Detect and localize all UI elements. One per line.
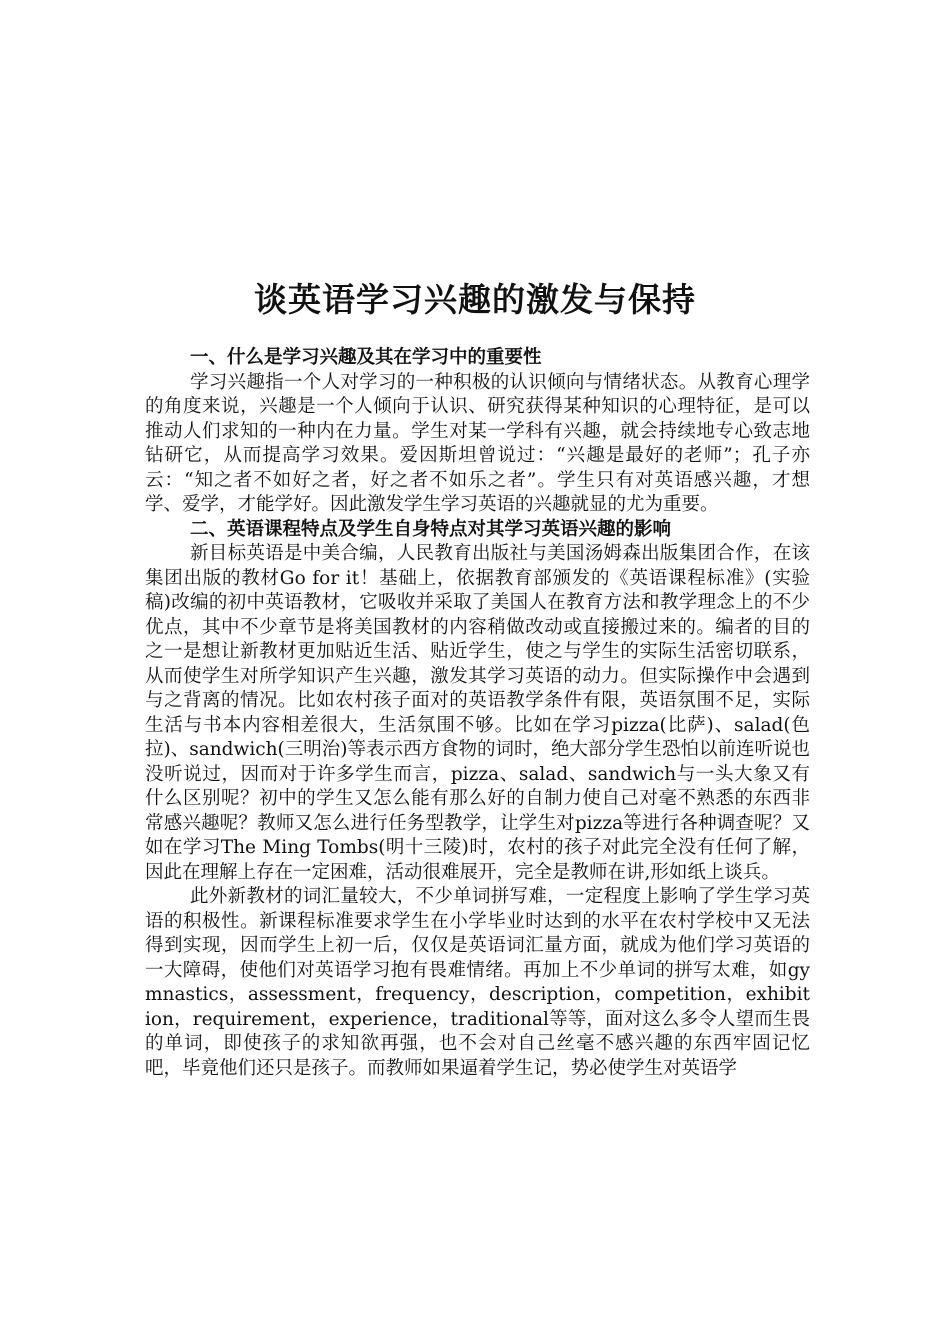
section-1-heading: 一、什么是学习兴趣及其在学习中的重要性: [190, 347, 542, 368]
section-2-paragraph-2: 此外新教材的词汇量较大，不少单词拼写难，一定程度上影响了学生学习英语的积极性。新课程标准要求学生在小学毕业时达到的水平在农村学校中又无法得到实现，因而学生上初一后，仅仅是英语词汇量方面，就成为他们学习英语的一大障碍，使他们对英语学习抱有畏难情绪。再加上不少单词的拼写太难，如gymnastics，assessment，frequency，description，competition，exhibition，requirement，experience，traditional等等，面对这么多令人望而生畏的单词，即使孩子的求知欲再强，也不会对自己丝毫不感兴趣的东西牢固记忆吧，毕竟他们还只是孩子。而教师如果逼着学生记，势必使学生对英语学: [145, 886, 810, 1079]
document-title: 谈英语学习兴趣的激发与保持: [254, 280, 696, 319]
section-1-paragraph: 学习兴趣指一个人对学习的一种积极的认识倾向与情绪状态。从教育心理学的角度来说，兴趣是一个人倾向于认识、研究获得某种知识的心理特征，是可以推动人们求知的一种内在力量。学生对某一学科有兴趣，就会持续地专心致志地钻研它，从而提高学习效果。爱因斯坦曾说过：“兴趣是最好的老师”；孔子亦云：“知之者不如好之者，好之者不如乐之者”。学生只有对英语感兴趣，才想学、爱学，才能学好。因此激发学生学习英语的兴趣就显的尤为重要。: [145, 371, 810, 515]
section-2-paragraph-1: 新目标英语是中美合编，人民教育出版社与美国汤姆森出版集团合作，在该集团出版的教材Go for it！基础上，依据教育部颁发的《英语课程标准》(实验稿)改编的初中英语教材，它吸收并采取了美国人在教育方法和教学理念上的不少优点，其中不少章节是将美国教材的内容稍做改动或直接搬过来的。编者的目的之一是想让新教材更加贴近生活、贴近学生，使之与学生的实际生活密切联系，从而使学生对所学知识产生兴趣，激发其学习英语的动力。但实际操作中会遇到与之背离的情况。比如农村孩子面对的英语教学条件有限，英语氛围不足，实际生活与书本内容相差很大，生活氛围不够。比如在学习pizza(比萨)、salad(色拉)、sandwich(三明治)等表示西方食物的词时，绝大部分学生恐怕以前连听说也没听说过，因而对于许多学生而言，pizza、salad、sandwich与一头大象又有什么区别呢？初中的学生又怎么能有那么好的自制力使自己对毫不熟悉的东西非常感兴趣呢？教师又怎么进行任务型教学，让学生对pizza等进行各种调查呢？又如在学习The Ming Tombs(明十三陵)时，农村的孩子对此完全没有任何了解，因此在理解上存在一定困难，活动很难展开，完全是教师在讲,形如纸上谈兵。: [145, 543, 810, 883]
document-body: [145, 346, 810, 1081]
section-2-heading: 二、英语课程特点及学生自身特点对其学习英语兴趣的影响: [190, 518, 672, 540]
